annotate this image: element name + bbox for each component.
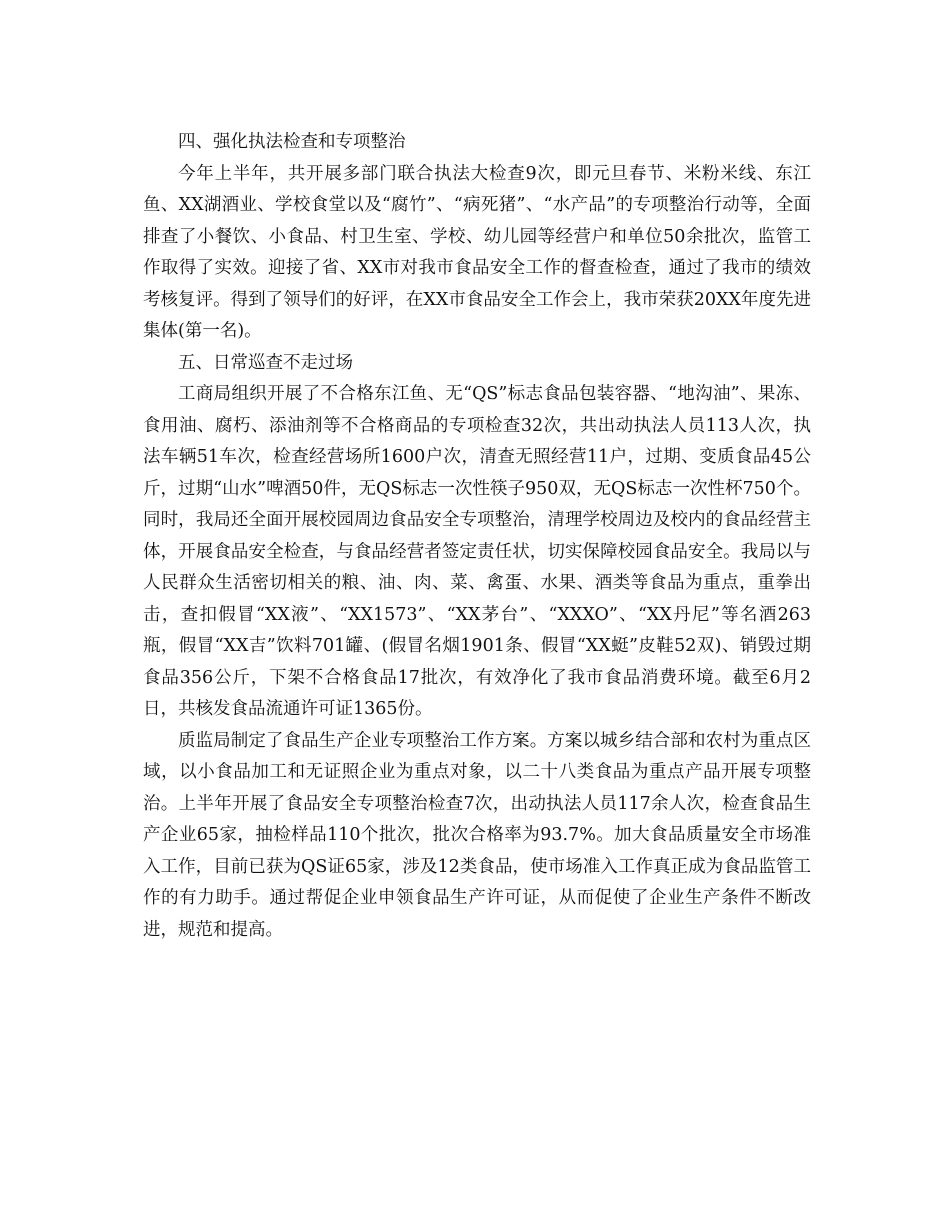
paragraph-quality-bureau: 质监局制定了食品生产企业专项整治工作方案。方案以城乡结合部和农村为重点区域，以小食品加工和无证照企业为重点对象，以二十八类食品为重点产品开展专项整治。上半年开展了食品安全专项整治检查7次，出动执法人员117余人次，检查食品生产企业65家，抽检样品110个批次，批次合格率为93.7%。加大食品质量安全市场准入工作，目前已获为QS证65家，涉及12类食品，使市场准入工作真正成为食品监管工作的有力助手。通过帮促企业申领食品生产许可证，从而促使了企业生产条件不断改进，规范和提高。 [143,730,811,940]
section-heading-five: 五、日常巡查不走过场 [178,352,353,373]
paragraph-joint-enforcement: 今年上半年，共开展多部门联合执法大检查9次，即元旦春节、米粉米线、东江鱼、XX湖酒业、学校食堂以及“腐竹”、“病死猪”、“水产品”的专项整治行动等，全面排查了小餐饮、小食品、村卫生室、学校、幼儿园等经营户和单位50余批次，监管工作取得了实效。迎接了省、XX市对我市食品安全工作的督查检查，通过了我市的绩效考核复评。得到了领导们的好评，在XX市食品安全工作会上，我市荣获20XX年度先进集体(第一名)。 [143,163,811,341]
document-body [143,127,811,946]
paragraph-commerce-bureau: 工商局组织开展了不合格东江鱼、无“QS”标志食品包装容器、“地沟油”、果冻、食用油、腐朽、添油剂等不合格商品的专项检查32次，共出动执法人员113人次，执法车辆51车次，检查经营场所1600户次，清查无照经营11户，过期、变质食品45公斤，过期“山水”啤酒50件，无QS标志一次性筷子950双，无QS标志一次性杯750个。同时，我局还全面开展校园周边食品安全专项整治，清理学校周边及校内的食品经营主体，开展食品安全检查，与食品经营者签定责任状，切实保障校园食品安全。我局以与人民群众生活密切相关的粮、油、肉、菜、禽蛋、水果、酒类等食品为重点，重拳出击，查扣假冒“XX液”、“XX1573”、“XX茅台”、“XXXO”、“XX丹尼”等名酒263瓶，假冒“XX吉”饮料701罐、(假冒名烟1901条、假冒“XX蜓”皮鞋52双)、销毁过期食品356公斤，下架不合格食品17批次，有效净化了我市食品消费环境。截至6月2日，共核发食品流通许可证1365份。 [143,384,811,719]
section-heading-four: 四、强化执法检查和专项整治 [178,132,406,152]
